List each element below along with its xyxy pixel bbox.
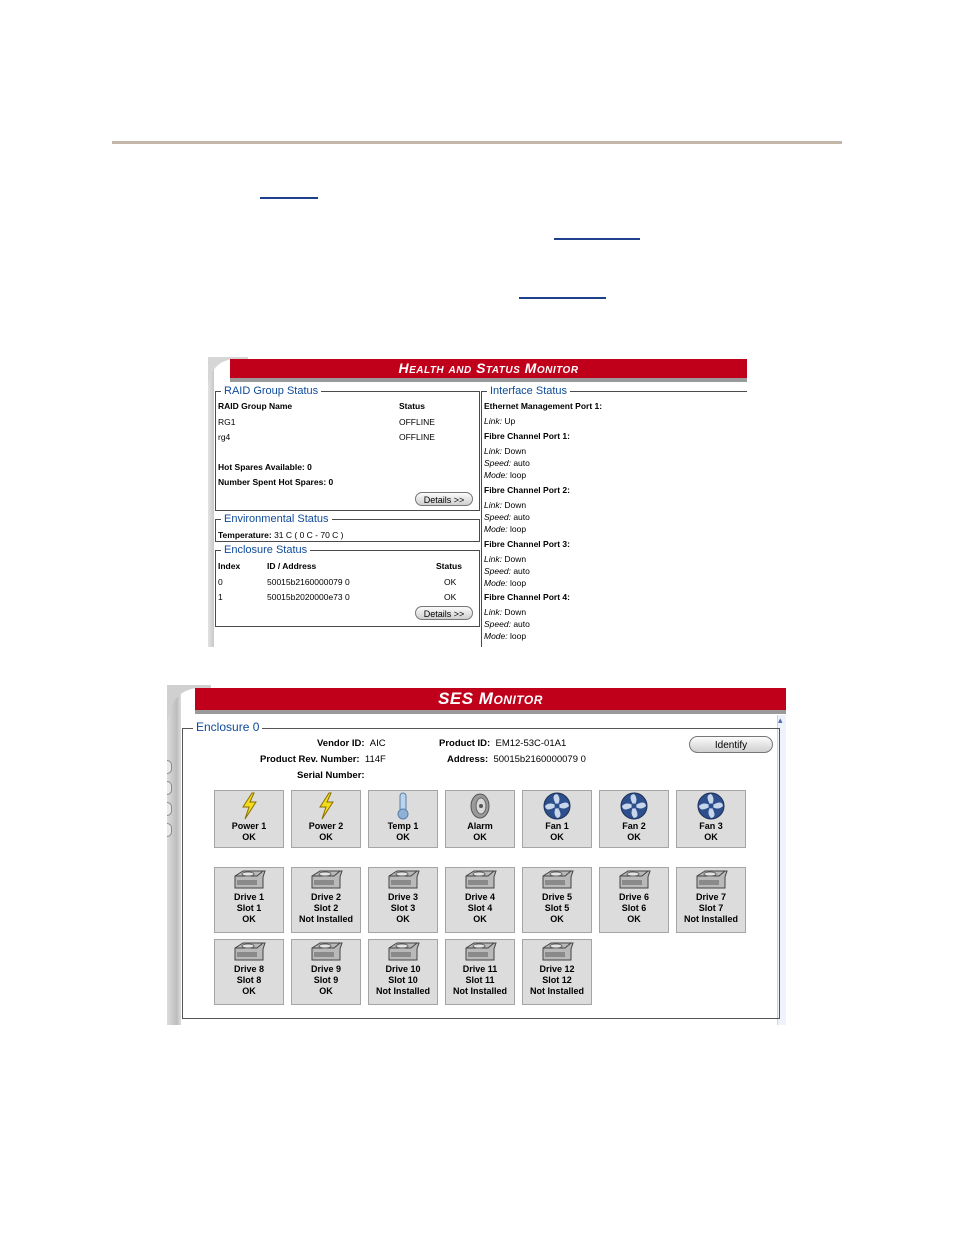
health-monitor-title: Health and Status Monitor bbox=[230, 359, 747, 378]
panel-left-rail bbox=[167, 685, 181, 1025]
power-icon bbox=[237, 791, 261, 821]
drive-name: Drive 3 bbox=[387, 892, 419, 902]
fan-icon bbox=[542, 791, 572, 821]
link-key: Link: bbox=[484, 416, 502, 426]
raid-row-name: RG1 bbox=[218, 417, 236, 427]
mode-key: Mode: bbox=[484, 631, 508, 641]
serial-label: Serial Number: bbox=[297, 770, 365, 781]
enclosure-col-id: ID / Address bbox=[267, 561, 317, 571]
speaker-icon bbox=[468, 791, 492, 821]
speed-key: Speed: bbox=[484, 566, 511, 576]
drive-slot: Slot 4 bbox=[467, 903, 493, 913]
enclosure-details-button[interactable]: Details >> bbox=[415, 606, 473, 620]
drive-slot: Slot 10 bbox=[388, 975, 418, 985]
component-status: OK bbox=[550, 832, 564, 842]
drive-status: OK bbox=[396, 914, 410, 924]
fc-port-link bbox=[484, 446, 526, 456]
drive-status: OK bbox=[242, 914, 256, 924]
drive-name: Drive 11 bbox=[462, 964, 498, 974]
mode-value: loop bbox=[510, 524, 527, 534]
mode-value: loop bbox=[510, 578, 527, 588]
drive-tile[interactable] bbox=[599, 867, 669, 933]
drive-tile[interactable] bbox=[214, 939, 284, 1005]
drive-status: Not Installed bbox=[683, 914, 738, 924]
enclosure-row-status: OK bbox=[444, 577, 457, 587]
component-status: OK bbox=[396, 832, 410, 842]
product-rev-row bbox=[260, 754, 386, 765]
fc-port-title: Fibre Channel Port 4: bbox=[484, 592, 570, 602]
speed-value: auto bbox=[513, 512, 530, 522]
speed-key: Speed: bbox=[484, 619, 511, 629]
speed-value: auto bbox=[513, 566, 530, 576]
link-value: Down bbox=[504, 500, 527, 510]
raid-col-name: RAID Group Name bbox=[218, 401, 293, 411]
mode-key: Mode: bbox=[484, 470, 508, 480]
drive-tile[interactable] bbox=[676, 867, 746, 933]
vendor-id-value: AIC bbox=[369, 738, 386, 749]
drive-name: Drive 8 bbox=[233, 964, 265, 974]
panel-left-rail bbox=[208, 357, 214, 647]
environmental-status-legend: Environmental Status bbox=[224, 513, 329, 525]
drive-name: Drive 12 bbox=[539, 964, 575, 974]
address-row bbox=[447, 754, 586, 765]
enclosure-col-index: Index bbox=[218, 561, 241, 571]
component-name: Temp 1 bbox=[387, 821, 419, 831]
mode-key: Mode: bbox=[484, 524, 508, 534]
product-rev-label: Product Rev. Number: bbox=[260, 754, 360, 765]
drive-slot: Slot 1 bbox=[236, 903, 262, 913]
hyperlink-underline-3[interactable] bbox=[519, 297, 606, 299]
hard-drive-icon bbox=[693, 868, 729, 892]
speed-value: auto bbox=[513, 619, 530, 629]
hard-drive-icon bbox=[462, 940, 498, 964]
drive-status: OK bbox=[242, 986, 256, 996]
fc-port-link bbox=[484, 500, 526, 510]
temperature-readout bbox=[218, 530, 344, 540]
hyperlink-underline-2[interactable] bbox=[554, 238, 640, 240]
power-icon bbox=[314, 791, 338, 821]
temperature-value: 31 C ( 0 C - 70 C ) bbox=[274, 530, 344, 540]
drive-status: OK bbox=[550, 914, 564, 924]
drive-name: Drive 2 bbox=[310, 892, 342, 902]
fc-port-speed bbox=[484, 566, 530, 576]
ses-monitor-title: SES Monitor bbox=[195, 688, 786, 710]
component-status: OK bbox=[319, 832, 333, 842]
address-label: Address: bbox=[447, 754, 489, 765]
hard-drive-icon bbox=[539, 940, 575, 964]
raid-row-name: rg4 bbox=[218, 432, 231, 442]
enclosure-row-status: OK bbox=[444, 592, 457, 602]
vendor-id-row bbox=[317, 738, 386, 749]
drive-name: Drive 9 bbox=[310, 964, 342, 974]
drive-name: Drive 10 bbox=[385, 964, 421, 974]
thermometer-icon bbox=[391, 791, 415, 821]
drive-name: Drive 7 bbox=[695, 892, 727, 902]
component-tile-fan-3[interactable] bbox=[676, 790, 746, 848]
fc-port-title: Fibre Channel Port 1: bbox=[484, 431, 570, 441]
drive-tile[interactable] bbox=[368, 867, 438, 933]
enclosure-row-id: 50015b2020000e73 0 bbox=[267, 592, 350, 602]
temperature-label: Temperature: bbox=[218, 530, 272, 540]
speed-key: Speed: bbox=[484, 458, 511, 468]
speed-value: auto bbox=[513, 458, 530, 468]
drive-tile[interactable] bbox=[368, 939, 438, 1005]
fc-port-mode bbox=[484, 578, 526, 588]
component-status: OK bbox=[704, 832, 718, 842]
fc-port-title: Fibre Channel Port 3: bbox=[484, 539, 570, 549]
fc-port-link bbox=[484, 607, 526, 617]
component-name: Power 2 bbox=[308, 821, 344, 831]
component-tile-power-1[interactable] bbox=[214, 790, 284, 848]
component-name: Fan 2 bbox=[622, 821, 646, 831]
raid-details-button[interactable]: Details >> bbox=[415, 492, 473, 506]
component-tile-temp-1[interactable] bbox=[368, 790, 438, 848]
drive-slot: Slot 7 bbox=[698, 903, 724, 913]
fc-port-speed bbox=[484, 458, 530, 468]
component-name: Power 1 bbox=[231, 821, 267, 831]
product-id-label: Product ID: bbox=[439, 738, 491, 749]
drive-name: Drive 4 bbox=[464, 892, 496, 902]
raid-group-status-legend: RAID Group Status bbox=[224, 385, 319, 397]
product-id-row bbox=[439, 738, 566, 749]
ethernet-port-title: Ethernet Management Port 1: bbox=[484, 401, 603, 411]
enclosure-legend: Enclosure 0 bbox=[193, 720, 262, 734]
side-tab-handles[interactable] bbox=[167, 760, 173, 844]
drive-slot: Slot 8 bbox=[236, 975, 262, 985]
hard-drive-icon bbox=[539, 868, 575, 892]
drive-name: Drive 1 bbox=[233, 892, 265, 902]
drive-status: Not Installed bbox=[452, 986, 507, 996]
component-tile-fan-2[interactable] bbox=[599, 790, 669, 848]
enclosure-row-id: 50015b2160000079 0 bbox=[267, 577, 350, 587]
drive-name: Drive 6 bbox=[618, 892, 650, 902]
link-key: Link: bbox=[484, 554, 502, 564]
mode-value: loop bbox=[510, 631, 527, 641]
drive-status: Not Installed bbox=[298, 914, 353, 924]
hard-drive-icon bbox=[308, 868, 344, 892]
component-tile-alarm[interactable] bbox=[445, 790, 515, 848]
drive-status: OK bbox=[319, 986, 333, 996]
mode-key: Mode: bbox=[484, 578, 508, 588]
enclosure-row-index: 0 bbox=[218, 577, 223, 587]
drive-slot: Slot 2 bbox=[313, 903, 339, 913]
fc-port-mode bbox=[484, 470, 526, 480]
hard-drive-icon bbox=[308, 940, 344, 964]
component-tile-fan-1[interactable] bbox=[522, 790, 592, 848]
raid-row-status: OFFLINE bbox=[399, 432, 435, 442]
drive-slot: Slot 12 bbox=[542, 975, 572, 985]
address-value: 50015b2160000079 0 bbox=[493, 754, 586, 765]
hot-spares-available: Hot Spares Available: 0 bbox=[218, 462, 312, 472]
enclosure-col-status: Status bbox=[436, 561, 462, 571]
hard-drive-icon bbox=[231, 868, 267, 892]
mode-value: loop bbox=[510, 470, 527, 480]
product-rev-value: 114F bbox=[364, 754, 386, 765]
link-key: Link: bbox=[484, 607, 502, 617]
component-status: OK bbox=[242, 832, 256, 842]
hard-drive-icon bbox=[385, 868, 421, 892]
drive-status: Not Installed bbox=[375, 986, 430, 996]
link-key: Link: bbox=[484, 446, 502, 456]
raid-row-status: OFFLINE bbox=[399, 417, 435, 427]
drive-slot: Slot 3 bbox=[390, 903, 416, 913]
hard-drive-icon bbox=[462, 868, 498, 892]
spent-hot-spares: Number Spent Hot Spares: 0 bbox=[218, 477, 334, 487]
fc-port-mode bbox=[484, 524, 526, 534]
link-key: Link: bbox=[484, 500, 502, 510]
drive-tile[interactable] bbox=[522, 867, 592, 933]
interface-status-legend: Interface Status bbox=[490, 385, 568, 397]
link-value: Down bbox=[504, 554, 527, 564]
component-status: OK bbox=[627, 832, 641, 842]
horizontal-rule bbox=[112, 141, 842, 144]
drive-status: OK bbox=[473, 914, 487, 924]
component-name: Alarm bbox=[467, 821, 493, 831]
drive-tile[interactable] bbox=[214, 867, 284, 933]
serial-row bbox=[297, 770, 365, 781]
hard-drive-icon bbox=[231, 940, 267, 964]
drive-slot: Slot 11 bbox=[465, 975, 495, 985]
fc-port-mode bbox=[484, 631, 526, 641]
link-value: Down bbox=[504, 607, 527, 617]
speed-key: Speed: bbox=[484, 512, 511, 522]
drive-slot: Slot 5 bbox=[544, 903, 570, 913]
drive-tile[interactable] bbox=[291, 867, 361, 933]
drive-slot: Slot 6 bbox=[621, 903, 647, 913]
fc-port-speed bbox=[484, 619, 530, 629]
hard-drive-icon bbox=[616, 868, 652, 892]
drive-tile[interactable] bbox=[522, 939, 592, 1005]
drive-name: Drive 5 bbox=[541, 892, 573, 902]
enclosure-status-legend: Enclosure Status bbox=[224, 544, 308, 556]
vendor-id-label: Vendor ID: bbox=[317, 738, 365, 749]
identify-button[interactable]: Identify bbox=[689, 736, 773, 753]
health-status-monitor-panel bbox=[208, 357, 747, 647]
link-value: Up bbox=[504, 416, 516, 426]
product-id-value: EM12-53C-01A1 bbox=[495, 738, 567, 749]
hard-drive-icon bbox=[385, 940, 421, 964]
component-name: Fan 3 bbox=[699, 821, 723, 831]
hyperlink-underline-1[interactable] bbox=[260, 197, 318, 199]
ses-monitor-panel bbox=[167, 685, 786, 1025]
drive-tile[interactable] bbox=[445, 939, 515, 1005]
ethernet-link bbox=[484, 416, 515, 426]
fc-port-speed bbox=[484, 512, 530, 522]
drive-tile[interactable] bbox=[445, 867, 515, 933]
fc-port-link bbox=[484, 554, 526, 564]
link-value: Down bbox=[504, 446, 527, 456]
fc-port-title: Fibre Channel Port 2: bbox=[484, 485, 570, 495]
raid-col-status: Status bbox=[399, 401, 425, 411]
component-status: OK bbox=[473, 832, 487, 842]
enclosure-row-index: 1 bbox=[218, 592, 223, 602]
fan-icon bbox=[696, 791, 726, 821]
drive-status: Not Installed bbox=[529, 986, 584, 996]
drive-slot: Slot 9 bbox=[313, 975, 339, 985]
component-name: Fan 1 bbox=[545, 821, 569, 831]
drive-status: OK bbox=[627, 914, 641, 924]
drive-tile[interactable] bbox=[291, 939, 361, 1005]
component-tile-power-2[interactable] bbox=[291, 790, 361, 848]
fan-icon bbox=[619, 791, 649, 821]
